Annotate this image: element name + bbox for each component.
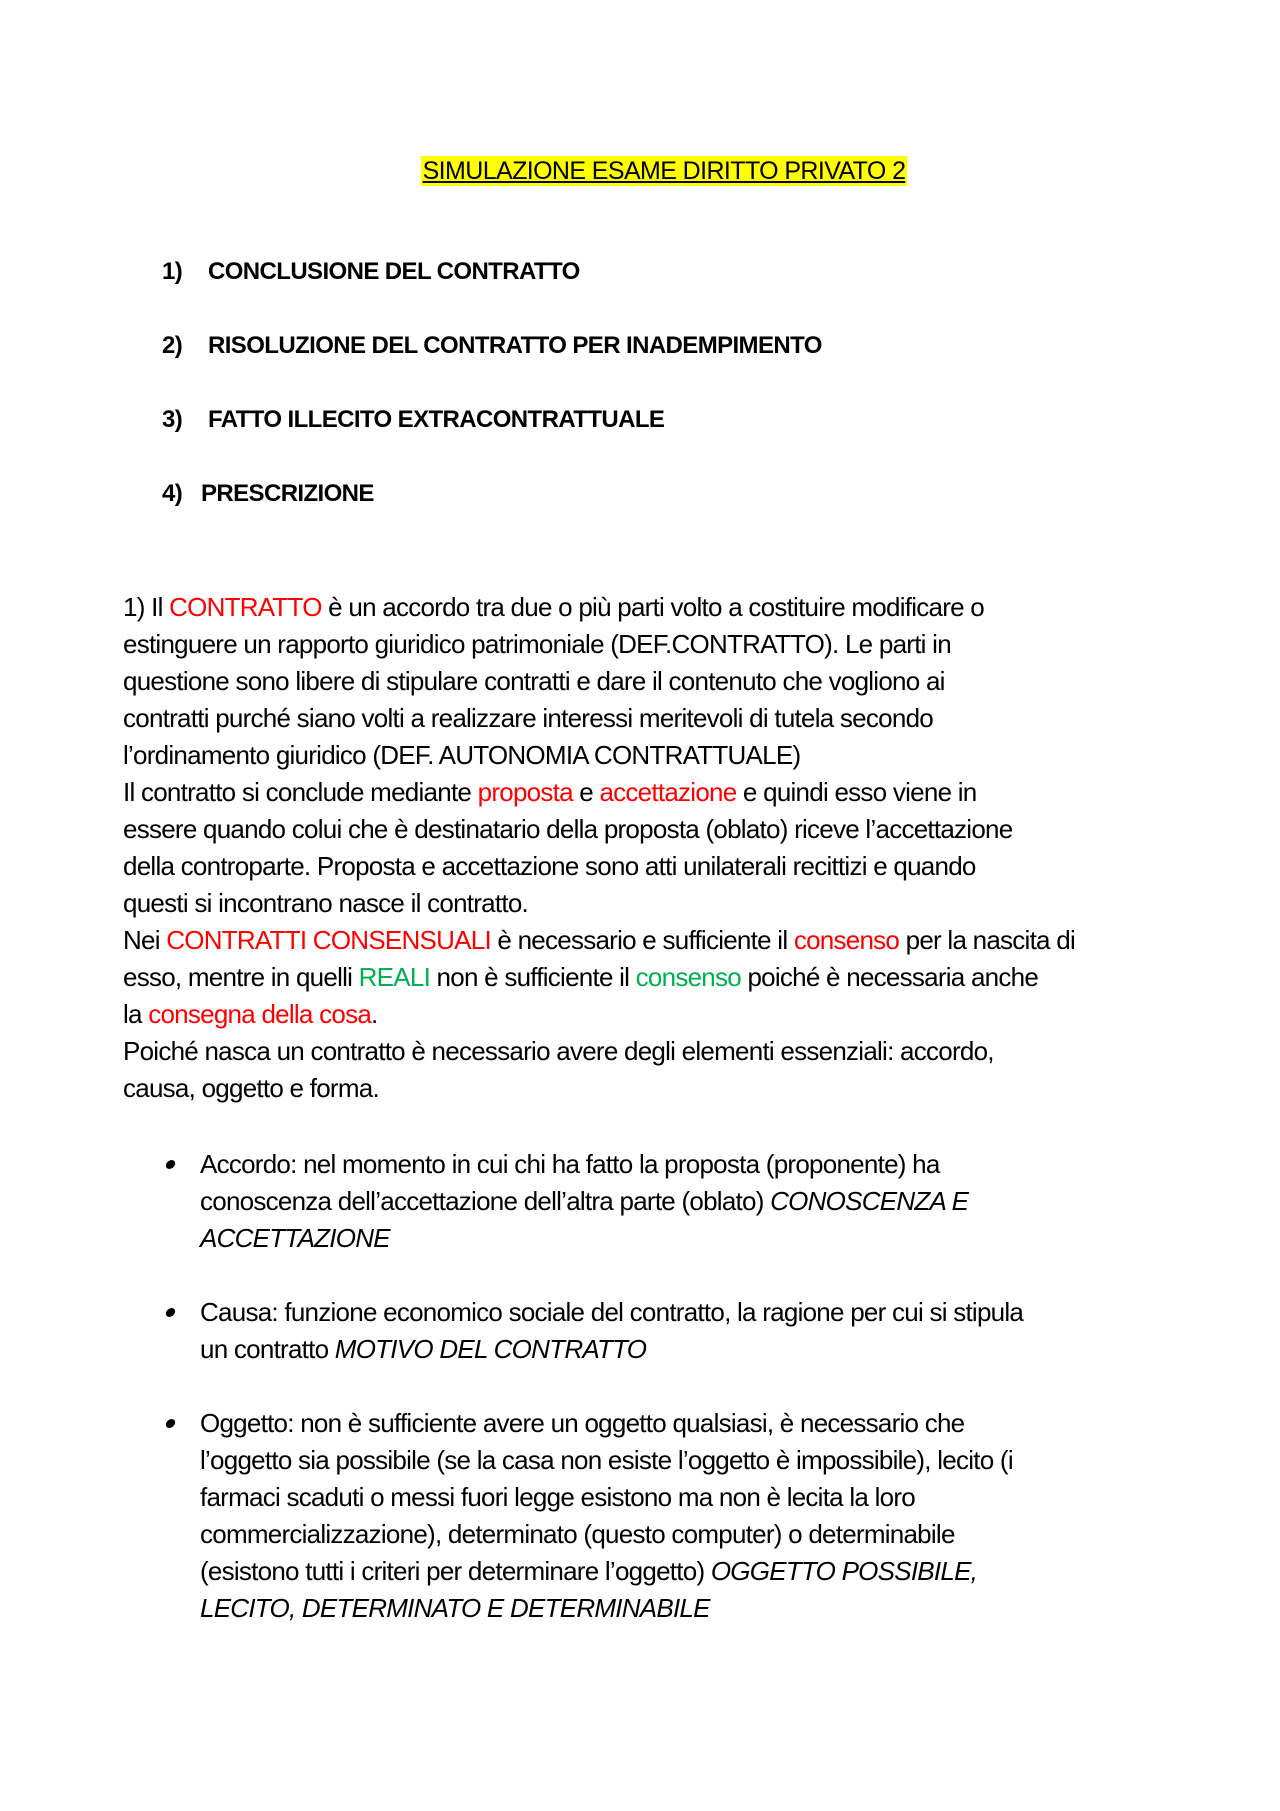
text-run: la	[123, 999, 149, 1029]
topic-number: 2)	[162, 332, 183, 359]
text-run: causa, oggetto e forma.	[123, 1073, 379, 1103]
text-run: Accordo: nel momento in cui chi ha fatto la proposta (proponente) ha	[200, 1149, 940, 1179]
text-run: farmaci scaduti o messi fuori legge esistono ma non è lecita la loro	[200, 1482, 915, 1512]
highlighted-term: consenso	[635, 962, 741, 992]
text-run: questione sono libere di stipulare contratti e dare il contenuto che vogliono ai	[123, 666, 945, 696]
text-line	[200, 1146, 940, 1182]
text-run: l’oggetto sia possibile (se la casa non esiste l’oggetto è impossibile), lecito (i	[200, 1445, 1013, 1475]
topic-label: RISOLUZIONE DEL CONTRATTO PER INADEMPIMENTO	[208, 332, 822, 359]
text-run: della controparte. Proposta e accettazione sono atti unilaterali recittizi e quando	[123, 851, 976, 881]
text-line	[200, 1553, 977, 1589]
bullet-icon	[165, 1308, 176, 1317]
text-line	[123, 663, 945, 699]
text-line	[123, 626, 951, 662]
text-run: Poiché nasca un contratto è necessario avere degli elementi essenziali: accordo,	[123, 1036, 994, 1066]
text-run: contratti purché siano volti a realizzare interessi meritevoli di tutela secondo	[123, 703, 933, 733]
text-run: Nei	[123, 925, 167, 955]
text-run: e	[572, 777, 600, 807]
text-line	[123, 996, 378, 1032]
highlighted-term: accettazione	[599, 777, 737, 807]
topic-number: 3)	[162, 406, 183, 433]
text-run: esso, mentre in quelli	[123, 962, 359, 992]
highlighted-term: consegna della cosa	[148, 999, 372, 1029]
text-run: l’ordinamento giuridico (DEF. AUTONOMIA CONTRATTUALE)	[123, 740, 801, 770]
text-line	[200, 1479, 915, 1515]
highlighted-term: consenso	[793, 925, 900, 955]
text-line	[123, 848, 976, 884]
text-line	[200, 1294, 1023, 1330]
text-run: è un accordo tra due o più parti volto a costituire modificare o	[321, 592, 985, 622]
text-run: 1) Il	[123, 592, 170, 622]
text-run: essere quando colui che è destinatario della proposta (oblato) riceve l’accettazione	[123, 814, 1013, 844]
text-run: Causa: funzione economico sociale del contratto, la ragione per cui si stipula	[200, 1297, 1024, 1327]
text-line	[200, 1183, 968, 1219]
text-run: poiché è necessaria anche	[740, 962, 1039, 992]
text-line	[200, 1405, 964, 1441]
text-line	[200, 1516, 955, 1552]
text-run: commercializzazione), determinato (questo computer) o determinabile	[200, 1519, 955, 1549]
text-line	[123, 774, 977, 810]
text-run: conoscenza dell’accettazione dell’altra parte (oblato)	[200, 1186, 771, 1216]
text-line	[200, 1442, 1013, 1478]
topic-number: 1)	[162, 258, 183, 285]
italic-summary: CONOSCENZA E	[770, 1186, 969, 1216]
bullet-icon	[165, 1419, 176, 1428]
text-line	[200, 1220, 390, 1256]
text-line	[200, 1590, 710, 1626]
text-line	[123, 885, 528, 921]
text-line	[123, 811, 1012, 847]
text-run: (esistono tutti i criteri per determinare l’oggetto)	[200, 1556, 711, 1586]
text-line	[123, 700, 933, 736]
text-run: estinguere un rapporto giuridico patrimoniale (DEF.CONTRATTO). Le parti in	[123, 629, 951, 659]
text-run: questi si incontrano nasce il contratto.	[123, 888, 529, 918]
document-title-text: SIMULAZIONE ESAME DIRITTO PRIVATO 2	[422, 157, 906, 185]
highlighted-term: REALI	[358, 962, 431, 992]
topic-label: FATTO ILLECITO EXTRACONTRATTUALE	[208, 406, 665, 433]
highlighted-term: proposta	[477, 777, 573, 807]
text-line	[123, 959, 1038, 995]
text-run: .	[371, 999, 378, 1029]
italic-summary: OGGETTO POSSIBILE,	[710, 1556, 978, 1586]
document-title	[0, 157, 1280, 186]
text-line	[123, 922, 1075, 958]
text-run: per la nascita di	[899, 925, 1075, 955]
highlighted-term: CONTRATTO	[169, 592, 322, 622]
italic-summary: LECITO, DETERMINATO E DETERMINABILE	[200, 1593, 710, 1623]
text-line	[123, 1070, 379, 1106]
text-run: un contratto	[200, 1334, 335, 1364]
text-run: non è sufficiente il	[430, 962, 636, 992]
highlighted-term: CONTRATTI CONSENSUALI	[166, 925, 491, 955]
text-run: Il contratto si conclude mediante	[123, 777, 478, 807]
text-line	[123, 737, 800, 773]
italic-summary: MOTIVO DEL CONTRATTO	[334, 1334, 647, 1364]
text-line	[123, 1033, 994, 1069]
topic-label: CONCLUSIONE DEL CONTRATTO	[208, 258, 580, 285]
text-run: è necessario e sufficiente il	[490, 925, 794, 955]
bullet-icon	[165, 1160, 176, 1169]
topic-number: 4)	[162, 480, 183, 507]
text-run: e quindi esso viene in	[736, 777, 977, 807]
italic-summary: ACCETTAZIONE	[200, 1223, 390, 1253]
text-line	[123, 589, 984, 625]
text-line	[200, 1331, 646, 1367]
topic-label: PRESCRIZIONE	[201, 480, 374, 507]
text-run: Oggetto: non è sufficiente avere un oggetto qualsiasi, è necessario che	[200, 1408, 965, 1438]
